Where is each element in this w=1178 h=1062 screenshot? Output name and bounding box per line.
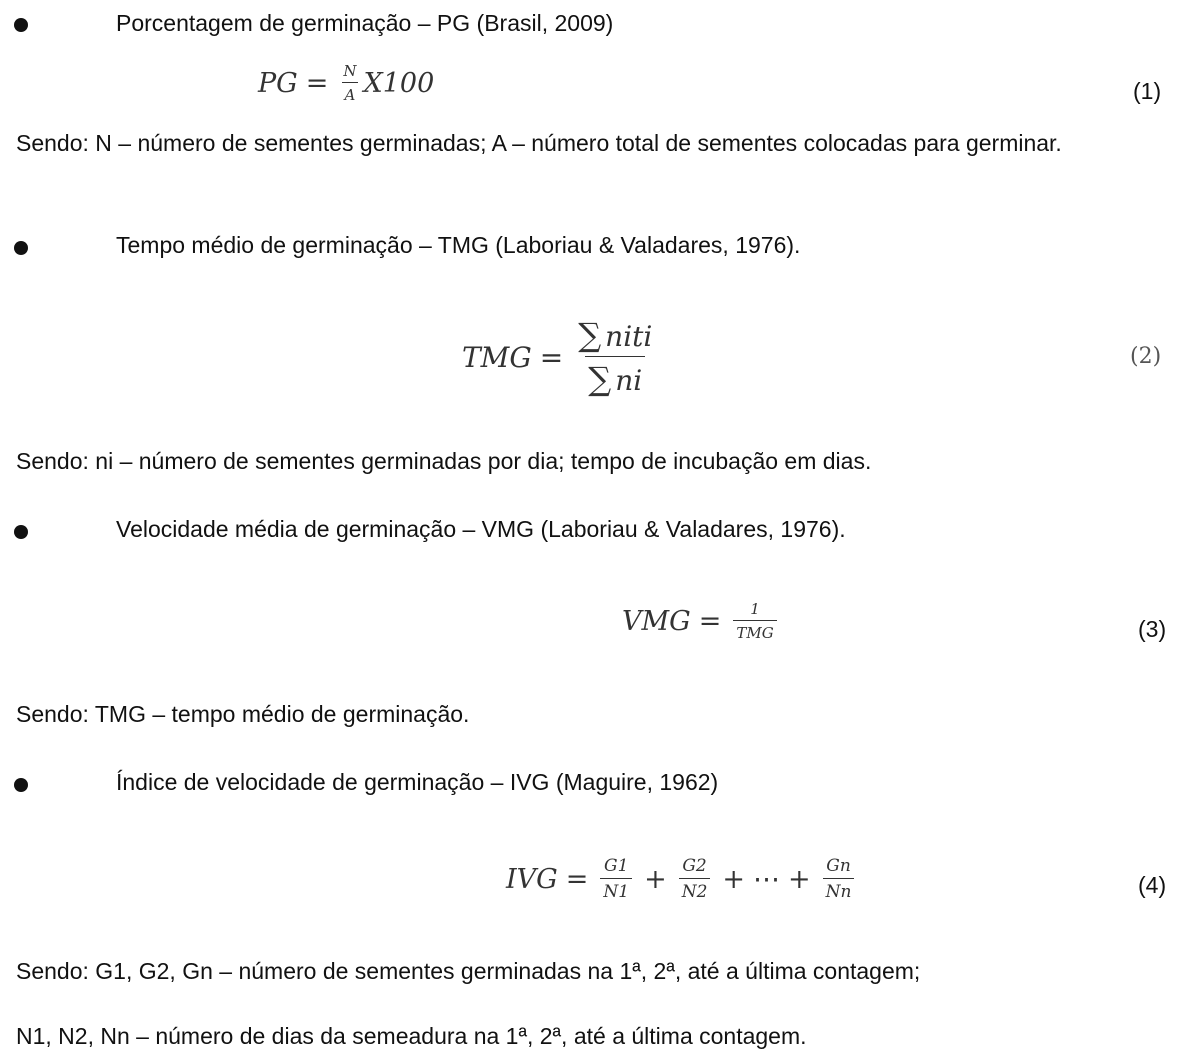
equation-number: (3) (1138, 616, 1167, 642)
bullet-icon (14, 18, 28, 32)
numerator-text: niti (605, 320, 653, 353)
numerator: N (343, 62, 357, 80)
fraction (340, 62, 359, 104)
denominator: N1 (600, 878, 632, 902)
equation-number: (2) (1130, 344, 1162, 369)
fraction (823, 856, 855, 902)
description-vmg: Sendo: TMG – tempo médio de germinação. (16, 701, 470, 727)
section-title-ivg: Índice de velocidade de germinação – IVG (Maguire, 1962) (116, 769, 719, 795)
equals-sign: = (305, 67, 329, 99)
section-title-vmg: Velocidade média de germinação – VMG (Laboriau & Valadares, 1976). (116, 516, 846, 542)
bullet-icon (14, 525, 28, 539)
sum-sign: ∑ (588, 360, 612, 398)
bullet-icon (14, 241, 28, 255)
numerator: 1 (750, 600, 760, 618)
equation-lhs: IVG (506, 863, 558, 895)
denominator: TMG (733, 620, 776, 642)
ellipsis: ⋯ (753, 863, 781, 895)
description-tmg: Sendo: ni – número de sementes germinadas por dia; tempo de incubação em dias. (16, 448, 872, 474)
equation-lhs: TMG (462, 340, 532, 374)
equation-lhs: VMG (622, 605, 691, 637)
plus-sign: + (788, 863, 811, 895)
fraction (733, 600, 776, 642)
equation-number: (4) (1138, 872, 1167, 898)
plus-sign: + (722, 863, 746, 895)
equation-vmg (622, 600, 781, 642)
equation-number: (1) (1133, 78, 1162, 104)
section-title-tmg: Tempo médio de germinação – TMG (Laboriau & Valadares, 1976). (116, 232, 801, 258)
equation-lhs: PG (258, 67, 298, 99)
plus-sign: + (644, 863, 667, 895)
numerator: G2 (682, 856, 707, 876)
numerator (575, 316, 655, 356)
bullet-icon (14, 778, 28, 792)
denominator: N2 (679, 878, 711, 902)
equation-tmg (462, 316, 659, 398)
equals-sign: = (565, 863, 589, 895)
description-ivg: Sendo: G1, G2, Gn – número de sementes germinadas na 1ª, 2ª, até a última contagem; (16, 958, 921, 984)
fraction (575, 316, 655, 398)
numerator: G1 (604, 856, 629, 876)
numerator: Gn (826, 856, 851, 876)
fraction (600, 856, 632, 902)
equation-ivg (506, 856, 858, 902)
denominator: Nn (823, 878, 855, 902)
equals-sign: = (539, 340, 564, 374)
equation-rest: X100 (363, 67, 435, 99)
equals-sign: = (698, 605, 722, 637)
fraction (679, 856, 711, 902)
description-pg: Sendo: N – número de sementes germinadas; A – número total de sementes colocadas para germinar. (16, 130, 1062, 156)
description-ivg-2: N1, N2, Nn – número de dias da semeadura na 1ª, 2ª, até a última contagem. (16, 1023, 807, 1049)
equation-pg (258, 62, 434, 104)
denominator-text: ni (615, 364, 643, 397)
denominator (585, 356, 645, 398)
section-title-pg: Porcentagem de germinação – PG (Brasil, 2009) (116, 10, 614, 36)
denominator: A (342, 82, 359, 104)
sum-sign: ∑ (578, 316, 602, 354)
